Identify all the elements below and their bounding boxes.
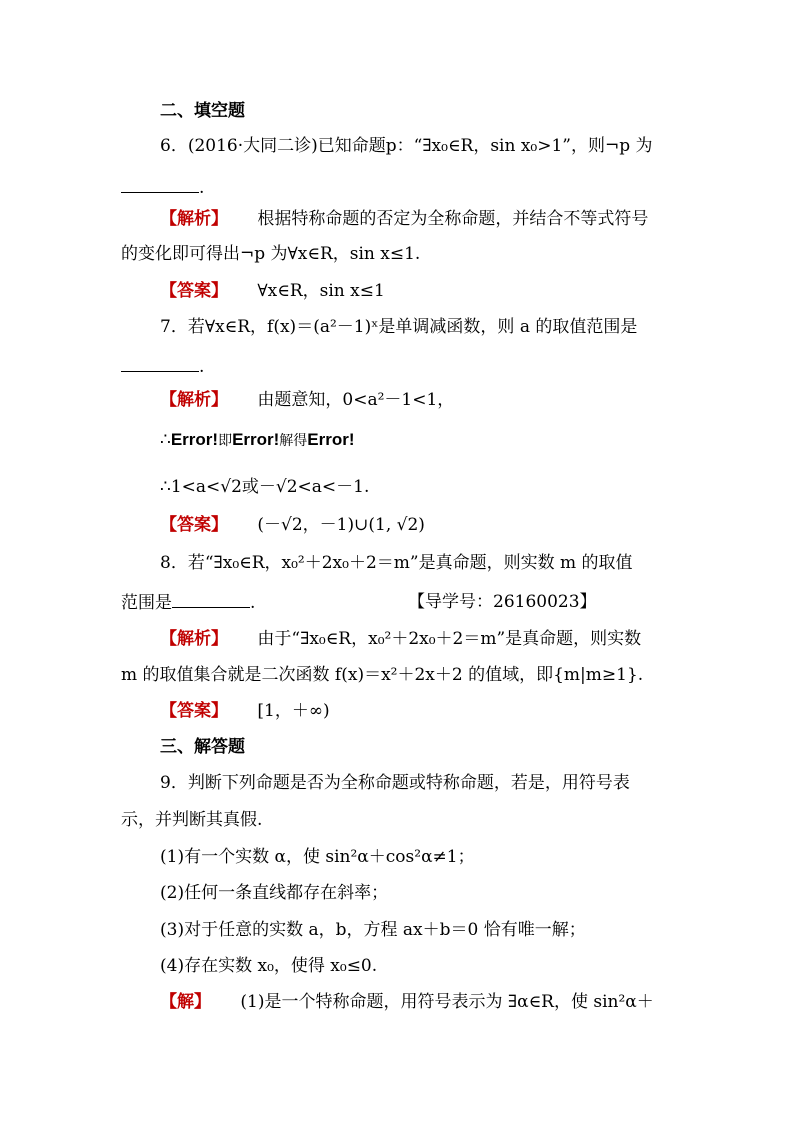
answer-tag: 【答案】: [160, 281, 228, 301]
q9-item: (4)存在实数 x₀，使得 x₀≤0.: [160, 956, 378, 976]
q9-item: (2)任何一条直线都存在斜率；: [160, 883, 389, 903]
q8-stem: 8．若“∃x₀∈R，x₀²＋2x₀＋2＝m”是真命题，则实数 m 的取值: [160, 553, 633, 573]
render-error-text: Error!: [232, 430, 280, 449]
render-error-text: Error!: [170, 430, 219, 449]
solution-tag: 【解】: [160, 992, 211, 1012]
q8-analysis-cont: m 的取值集合就是二次函数 f(x)＝x²＋2x＋2 的值域，即{m|m≥1}.: [121, 665, 644, 685]
q6-analysis: 【解析】 根据特称命题的否定为全称命题，并结合不等式符号: [160, 209, 649, 229]
q9-stem-cont: 示，并判断其真假.: [121, 810, 263, 830]
q6-blank-line: .: [121, 176, 204, 199]
section-heading-fill-in: 二、填空题: [160, 101, 245, 121]
answer-blank: [172, 591, 250, 608]
q7-stem: 7．若∀x∈R，f(x)＝(a²－1)ˣ是单调减函数，则 a 的取值范围是: [160, 317, 638, 337]
answer-tag: 【答案】: [160, 701, 228, 721]
q9-item: (1)有一个实数 α，使 sin²α＋cos²α≠1；: [160, 847, 475, 867]
q7-blank-line: .: [121, 355, 204, 378]
q7-result: ∴1<a<√2或－√2<a<－1.: [160, 477, 370, 497]
q6-analysis-cont: 的变化即可得出¬p 为∀x∈R，sin x≤1.: [121, 244, 421, 264]
q8-stem-cont: 范围是 .: [121, 593, 256, 613]
q9-item: (3)对于任意的实数 a，b，方程 ax＋b＝0 恰有唯一解；: [160, 920, 586, 940]
q6-stem: 6．(2016·大同二诊)已知命题p：“∃x₀∈R，sin x₀>1”，则¬p 为: [160, 136, 653, 156]
analysis-tag: 【解析】: [160, 629, 228, 649]
analysis-tag: 【解析】: [160, 390, 228, 410]
analysis-tag: 【解析】: [160, 209, 228, 229]
render-error-text: Error!: [307, 430, 355, 449]
q7-analysis: 【解析】 由题意知，0<a²－1<1，: [160, 390, 455, 410]
answer-blank: [121, 355, 199, 372]
q6-answer: 【答案】 ∀x∈R，sin x≤1: [160, 281, 385, 301]
q9-stem: 9．判断下列命题是否为全称命题或特称命题，若是，用符号表: [160, 773, 630, 793]
q7-answer: 【答案】 (－√2，－1)∪(1, √2): [160, 515, 425, 535]
answer-blank: [121, 176, 199, 193]
section-heading-solve: 三、解答题: [160, 737, 245, 757]
q8-analysis: 【解析】 由于“∃x₀∈R，x₀²＋2x₀＋2＝m”是真命题，则实数: [160, 629, 642, 649]
answer-tag: 【答案】: [160, 515, 228, 535]
q8-guide-number: 【导学号：26160023】: [408, 592, 597, 612]
q7-error-line: ∴Error!即Error!解得Error!: [160, 430, 355, 450]
q8-answer: 【答案】 [1，＋∞): [160, 701, 330, 721]
q9-solution: 【解】 (1)是一个特称命题，用符号表示为 ∃α∈R，使 sin²α＋: [160, 992, 654, 1012]
